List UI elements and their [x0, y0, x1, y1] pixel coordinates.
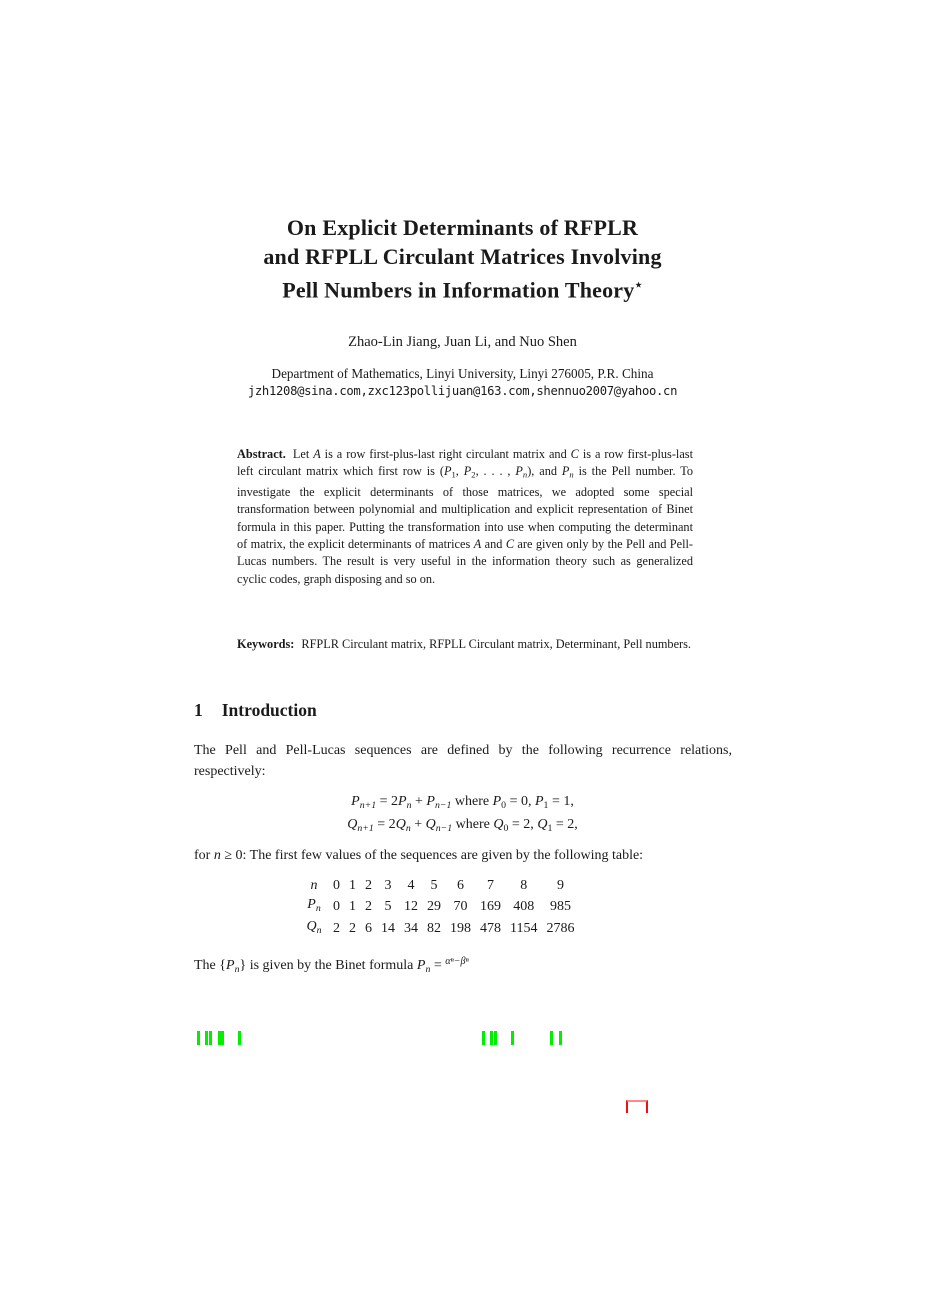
table-cell: 1: [349, 878, 357, 893]
table-cell: 29: [427, 898, 442, 914]
affiliation-line: Department of Mathematics, Linyi University, Linyi 276005, P.R. China: [271, 366, 654, 381]
table-cell: 2786: [546, 921, 575, 937]
green-tick-mark: [482, 1031, 485, 1045]
abstract-block: [237, 446, 693, 588]
table-cell: 0: [333, 878, 341, 893]
table-cell: 1: [349, 898, 357, 914]
emails-line: jzh1208@sina.com,zxc123pollijuan@163.com,shennuo2007@yahoo.cn: [247, 384, 678, 398]
title-line-1: On Explicit Determinants of RFPLR: [286, 215, 639, 240]
table-cell: 12: [404, 898, 419, 914]
table-cell: 2: [349, 921, 357, 937]
abstract-label: Abstract.: [237, 447, 286, 461]
section-number: 1: [194, 700, 203, 720]
green-tick-mark: [511, 1031, 514, 1045]
table-cell: 4: [407, 878, 415, 893]
green-tick-mark: [221, 1031, 224, 1045]
row-label: $Q_n$: [306, 919, 322, 937]
pell-lucas-recurrence-equation: $Q_{n+1} = 2Q_n + Q_{n-1}$ where $Q_0 = 2$, $Q_1 = 2$,: [347, 816, 578, 834]
recurrence-equations: [0, 792, 925, 838]
table-cell: 198: [450, 921, 472, 937]
table-cell: 1154: [510, 921, 538, 937]
row-label: $P_n$: [307, 896, 321, 914]
green-tick-mark: [559, 1031, 562, 1045]
title-line-2: and RFPLL Circulant Matrices Involving: [263, 243, 662, 269]
table-cell: 408: [513, 898, 535, 914]
green-tick-mark: [197, 1031, 200, 1045]
pell-recurrence-equation: $P_{n+1} = 2P_n + P_{n-1}$ where $P_0 = 0$, $P_1 = 1$,: [351, 794, 574, 811]
abstract-text: Let A is a row first-plus-last right circulant matrix and C is a row first-plus-last left circulant matrix which first row is ($P_1$, $P_2$, . . . , $P_n$), and $P_n$ is the Pell number. To investigate the explicit determinants of those matrices, we adopted some special transformation between polynomial and multiplication and explicit representation of Binet formula in this paper. Putting the transformation into use when computing the determinant of matrix, the explicit determinants of matrices A and C are given only by the Pell and Pell-Lucas numbers. The result is very useful in the information theory such as generalized cyclic codes, graph disposing and so on.: [237, 447, 694, 586]
table-cell: 34: [404, 921, 419, 937]
green-tick-mark: [238, 1031, 241, 1045]
keywords-text: RFPLR Circulant matrix, RFPLL Circulant matrix, Determinant, Pell numbers.: [301, 637, 691, 651]
table-cell: 478: [480, 921, 502, 937]
table-cell: 5: [384, 898, 392, 914]
table-cell: 82: [427, 921, 442, 937]
table-row: [302, 877, 579, 896]
table-cell: 5: [430, 878, 438, 893]
green-tick-mark: [490, 1031, 493, 1045]
table-cell: 6: [365, 921, 373, 937]
intro-paragraph-2: for n ≥ 0: The first few values of the sequences are given by the following table:: [194, 848, 644, 863]
keywords-block: [237, 636, 693, 653]
intro-paragraph-1: The Pell and Pell-Lucas sequences are defined by the following recurrence relations, respectively:: [194, 743, 732, 779]
table-cell: 2: [365, 878, 373, 893]
table-cell: 70: [453, 898, 468, 914]
table-cell: 8: [520, 878, 528, 893]
table-cell: 14: [381, 921, 396, 937]
authors-line: Zhao-Lin Jiang, Juan Li, and Nuo Shen: [348, 334, 577, 350]
keywords-label: Keywords:: [237, 637, 295, 651]
title-line-3: [0, 271, 925, 305]
table-cell: 169: [480, 898, 502, 914]
table-cell: 2: [333, 921, 341, 937]
section-heading-introduction: [194, 700, 317, 721]
pell-sequence-table: [302, 877, 579, 941]
green-tick-mark: [494, 1031, 497, 1045]
table-cell: 0: [333, 898, 341, 914]
green-tick-mark: [205, 1031, 208, 1045]
binet-formula-line: The $\{P_n\}$ is given by the Binet formula $P_n = ^{\alpha^n-\beta^n}$: [194, 956, 469, 975]
table-cell: 7: [487, 878, 495, 893]
table-cell: 3: [384, 878, 392, 893]
green-tick-mark: [209, 1031, 212, 1045]
table-cell: 6: [457, 878, 465, 893]
red-crop-mark: [626, 1100, 648, 1113]
paper-title: [0, 214, 925, 305]
table-cell: 2: [365, 898, 373, 914]
green-tick-mark: [550, 1031, 553, 1045]
section-title: Introduction: [221, 700, 317, 720]
table-cell: 985: [550, 898, 572, 914]
title-footnote-star-icon: ⋆: [634, 277, 643, 292]
table-cell: 9: [557, 878, 565, 893]
row-label: n: [310, 878, 318, 893]
title-line-3-text: Pell Numbers in Information Theory: [282, 277, 635, 303]
table-row: [302, 918, 579, 941]
table-row: [302, 896, 579, 919]
